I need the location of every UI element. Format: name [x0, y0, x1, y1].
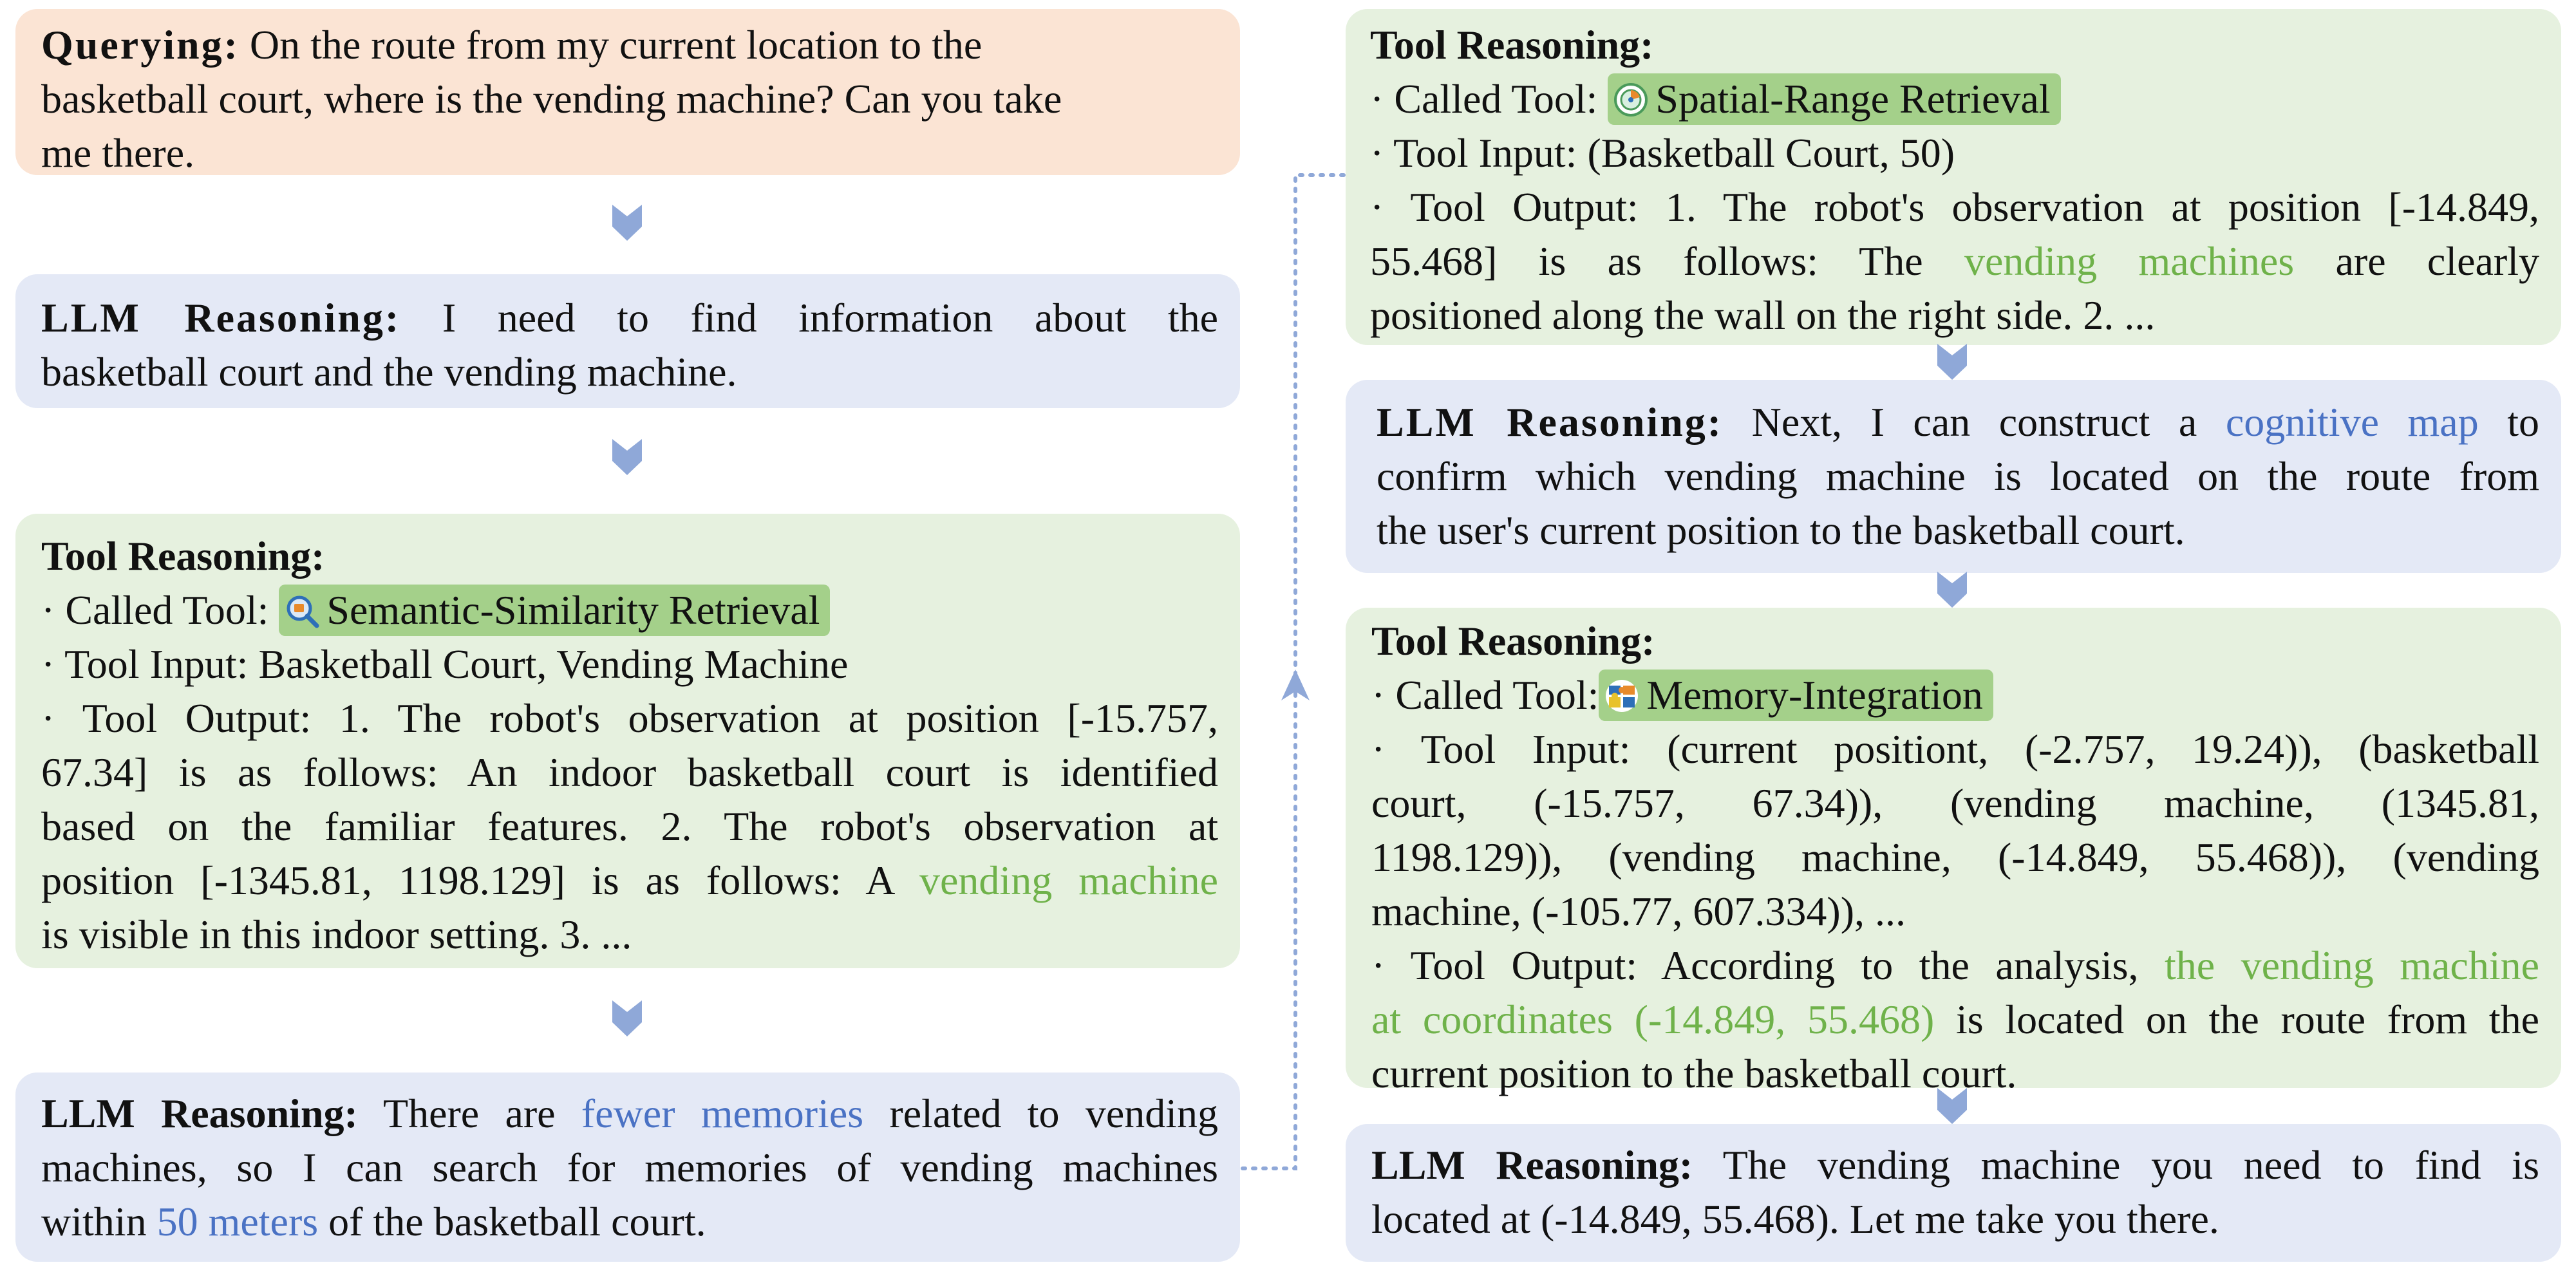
- highlight-coordinates: at coordinates (-14.849, 55.468): [1371, 997, 1935, 1042]
- tool-title: Tool Reasoning:: [1370, 22, 1654, 68]
- highlight-fewer-memories: fewer memories: [581, 1091, 864, 1136]
- tool-output-line: current position to the basketball court.: [1371, 1051, 2017, 1096]
- tool-output-line: 55.468] is as follows: The: [1370, 238, 1964, 284]
- tool-output-line: · Tool Output: 1. The robot's observation at position [-14.849,: [1370, 184, 2539, 230]
- llm-text: basketball court and the vending machine.: [41, 349, 737, 395]
- query-line: basketball court, where is the vending machine? Can you take: [41, 76, 1062, 122]
- query-line: me there.: [41, 130, 195, 176]
- highlight-vending-machines: vending machines: [1964, 238, 2295, 284]
- llm-label: LLM Reasoning:: [1377, 399, 1724, 445]
- flow-arrow-down: [1937, 1088, 1967, 1124]
- llm-text: There are: [357, 1091, 581, 1136]
- tool-output-line: is visible in this indoor setting. 3. ...: [41, 912, 632, 957]
- tool-output-line: 67.34] is as follows: An indoor basketball court is identified: [41, 749, 1218, 795]
- llm-text: I need to find information about the: [400, 295, 1218, 341]
- highlight-vending-machine: vending machine: [919, 857, 1219, 903]
- tool-name: Spatial-Range Retrieval: [1655, 76, 2051, 122]
- tool-name: Semantic-Similarity Retrieval: [326, 587, 820, 633]
- called-tool-prefix: · Called Tool:: [1370, 76, 1608, 122]
- llm-reasoning-box-2: [15, 1073, 1240, 1262]
- flow-arrow-down: [1937, 344, 1967, 380]
- flow-arrow-down: [612, 1000, 642, 1036]
- tool-pill-semantic-similarity: [279, 585, 830, 636]
- tool-output-line: position [-1345.81, 1198.129] is as follows: A: [41, 857, 919, 903]
- llm-text: within: [41, 1199, 157, 1244]
- llm-text: located at (-14.849, 55.468). Let me take you there.: [1371, 1196, 2219, 1242]
- query-box: [15, 9, 1240, 175]
- called-tool-prefix: · Called Tool:: [41, 587, 279, 633]
- llm-text: Next, I can construct a: [1723, 399, 2226, 445]
- llm-reasoning-box-4: [1346, 1124, 2561, 1262]
- llm-text: machines, so I can search for memories of vending machines: [41, 1145, 1218, 1190]
- query-label: Querying:: [41, 22, 240, 68]
- highlight-50-meters: 50 meters: [156, 1199, 319, 1244]
- tool-reasoning-box-1: [15, 514, 1240, 968]
- tool-output-line: are clearly: [2294, 238, 2540, 284]
- llm-label: LLM Reasoning:: [1371, 1142, 1693, 1188]
- flow-arrow-down: [1937, 572, 1967, 608]
- highlight-cognitive-map: cognitive map: [2225, 399, 2479, 445]
- tool-output-line: based on the familiar features. 2. The robot's observation at: [41, 803, 1218, 849]
- tool-input: · Tool Input: (Basketball Court, 50): [1370, 130, 1955, 176]
- tool-input: · Tool Input: Basketball Court, Vending Machine: [41, 641, 849, 687]
- llm-text: of the basketball court.: [318, 1199, 706, 1244]
- tool-title: Tool Reasoning:: [41, 533, 325, 579]
- llm-text: to: [2478, 399, 2540, 445]
- tool-output-line: · Tool Output: According to the analysis,: [1371, 942, 2165, 988]
- called-tool-prefix: · Called Tool:: [1371, 672, 1599, 718]
- query-line: On the route from my current location to the: [239, 22, 982, 68]
- flow-arrow-down: [612, 205, 642, 241]
- tool-output-line: positioned along the wall on the right side. 2. ...: [1370, 292, 2156, 338]
- llm-text: related to vending: [863, 1091, 1218, 1136]
- tool-pill-spatial-range: [1608, 73, 2060, 125]
- tool-reasoning-box-3: [1346, 608, 2561, 1096]
- tool-name: Memory-Integration: [1646, 672, 1983, 718]
- llm-text: The vending machine you need to find is: [1693, 1142, 2540, 1188]
- tool-output-line: · Tool Output: 1. The robot's observation at position [-15.757,: [41, 695, 1218, 741]
- tool-input-line: court, (-15.757, 67.34)), (vending machine, (1345.81,: [1371, 780, 2539, 826]
- tool-title: Tool Reasoning:: [1371, 618, 1655, 664]
- puzzle-icon: [1604, 678, 1640, 714]
- highlight-vending-machine-result: the vending machine: [2164, 942, 2540, 988]
- tool-input-line: machine, (-105.77, 607.334)), ...: [1371, 888, 1906, 934]
- tool-input-line: 1198.129)), (vending machine, (-14.849, 55.468)), (vending: [1371, 834, 2539, 880]
- llm-label: LLM Reasoning:: [41, 295, 401, 341]
- radar-icon: [1613, 82, 1649, 118]
- llm-text: the user's current position to the basketball court.: [1377, 507, 2185, 553]
- llm-text: confirm which vending machine is located on the route from: [1377, 453, 2539, 499]
- flow-arrow-down: [612, 439, 642, 475]
- tool-input-line: · Tool Input: (current positiont, (-2.757, 19.24)), (basketball: [1371, 726, 2539, 772]
- llm-label: LLM Reasoning:: [41, 1091, 358, 1136]
- tool-output-line: is located on the route from the: [1934, 997, 2540, 1042]
- llm-reasoning-box-3: [1346, 380, 2561, 573]
- tool-pill-memory-integration: [1599, 670, 1993, 721]
- llm-reasoning-box-1: [15, 274, 1240, 408]
- tool-reasoning-box-2: [1346, 9, 2561, 345]
- magnifier-icon: [284, 593, 320, 629]
